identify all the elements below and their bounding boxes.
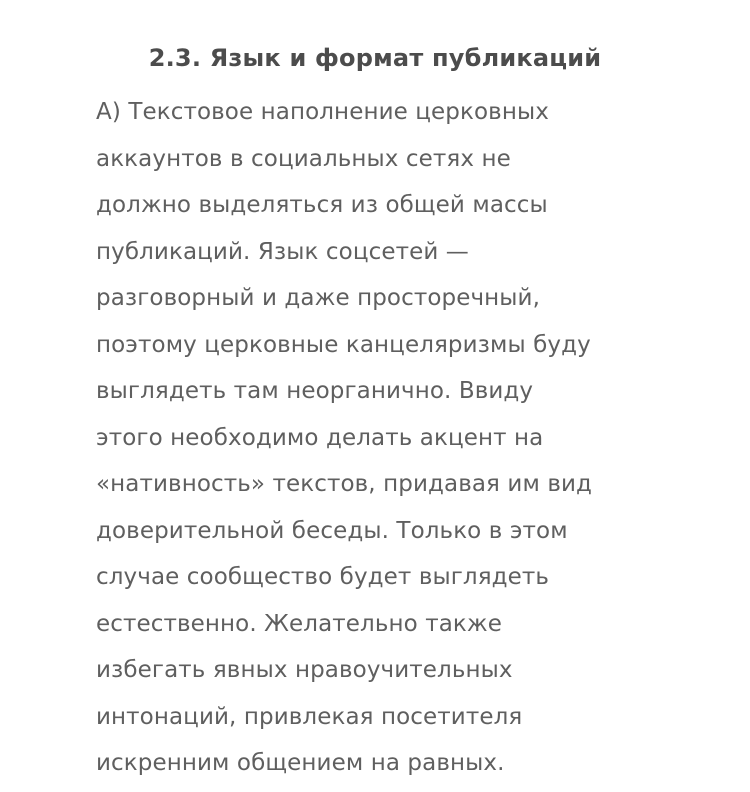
paragraph-line: доверительной беседы. Только в этом bbox=[96, 517, 568, 544]
paragraph-line: случае сообщество будет выглядеть bbox=[96, 564, 550, 590]
body-paragraph bbox=[96, 89, 696, 787]
section-heading: 2.3. Язык и формат публикаций bbox=[148, 43, 602, 72]
paragraph-line: искренним общением на равных. bbox=[96, 750, 505, 776]
paragraph-line: должно выделяться из общей массы bbox=[96, 192, 548, 218]
paragraph-line: А) Текстовое наполнение церковных bbox=[96, 99, 549, 125]
paragraph-line: публикаций. Язык соцсетей — bbox=[96, 238, 469, 265]
paragraph-line: аккаунтов в социальных сетях не bbox=[96, 145, 511, 172]
paragraph-line: разговорный и даже просторечный, bbox=[96, 285, 541, 311]
paragraph-line: этого необходимо делать акцент на bbox=[96, 424, 544, 451]
paragraph-line: естественно. Желательно также bbox=[96, 610, 502, 637]
paragraph-line: интонаций, привлекая посетителя bbox=[96, 703, 523, 730]
paragraph-line: выглядеть там неорганично. Ввиду bbox=[96, 378, 534, 404]
paragraph-line: избегать явных нравоучительных bbox=[96, 657, 513, 683]
paragraph-line: «нативность» текстов, придавая им вид bbox=[96, 471, 593, 497]
paragraph-line: поэтому церковные канцеляризмы буду bbox=[96, 331, 591, 358]
